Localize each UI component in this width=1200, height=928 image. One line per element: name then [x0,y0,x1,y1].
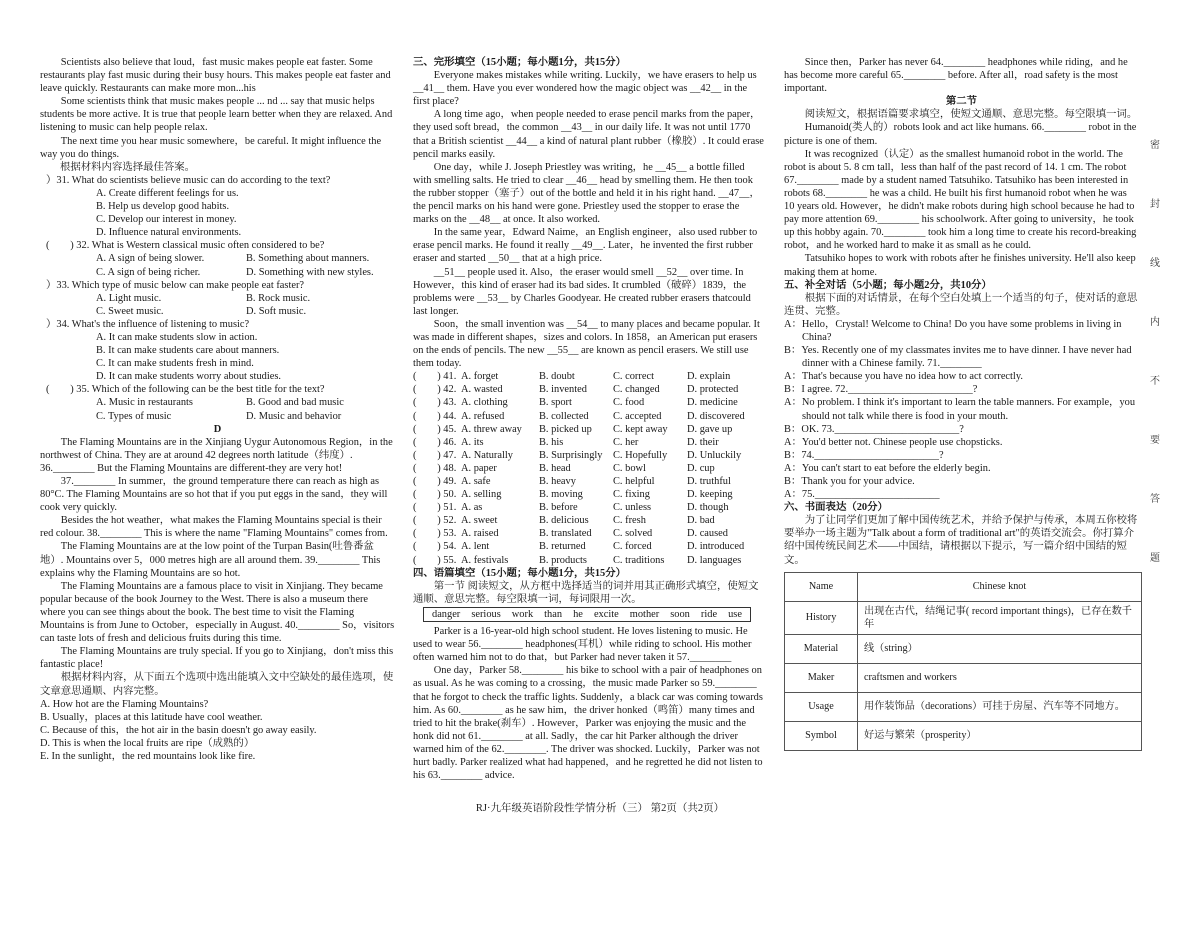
option: C. It can make students fresh in mind. [96,358,254,370]
question-stem: ）33. Which type of music below can make people eat faster? [46,279,305,291]
option-grid [40,396,395,422]
reading-d-passage [40,436,395,672]
dialog-line: A：No problem. I think it's important to learn the table manners. For example，you should not talk while there is food in your mouth. [784,397,1136,422]
paragraph: __51__ people used it. Also，the eraser would smell __52__ over time. In However，this kind of eraser had its bad sides. It crumbled（破碎）1839，the problems were __53__ by Charles Goodyear. He created rubber erasers thatcould last longer. [413,266,751,317]
cloze-option-row [413,554,765,567]
option: A. A sign of being slower. [96,253,205,265]
paragraph: The next time you hear music somewhere，be careful. It might influence the way you do things. [40,135,382,160]
option: D. Music and behavior [246,410,342,422]
table-key: Symbol [785,721,858,750]
paragraph: 37.________ In summer，the ground temperature there can reach as high as 80°C. The Flaming Mountains are so hot that if you put eggs in the sand，they will cook very quickly. [40,476,388,514]
cloze-option: D. introduced [687,541,745,553]
cloze-option: B. delicious [539,515,589,527]
dialog-line: B：OK. 73.________________________? [784,423,964,435]
cloze-option: C. bowl [613,462,646,474]
margin-mark: 线 [1150,258,1160,269]
cloze-option: C. Hopefully [613,449,668,461]
grammar-heading: 四、语篇填空（15小题；每小题1分，共15分） [413,567,627,579]
paragraph: It was recognized（认定）as the smallest humanoid robot in the world. The robot is about 5. 8 cm tall，less than half of the past record of 14. 1 cm. The robot 67.________ made by a student named Tatsuhiko. Tatsuhiko has been interested in robots 68.________ he was a child. He built his first humanoid robot when he was 10 years old. However，he didn't make robots during high school because he had to pay more attention 69.________ his schoolwork. After going to university，he took up this hobby again. 70.________ took him a long time to create his record-breaking robot，and he worked hard to make it as small as he could. [784,148,1137,252]
cloze-option: D. caused [687,528,728,540]
cloze-option: D. keeping [687,489,733,501]
paragraph: The Flaming Mountains are in the Xinjiang Uygur Autonomous Region，in the northwest of China. They are at around 42 degrees north latitude（纬度）. 36.________ But the Flaming Mountains are different-they are very hot! [40,436,393,474]
cloze-option: B. collected [539,410,589,422]
option: C. Types of music [96,410,172,422]
dialog-line: B：I agree. 72.________________________? [784,384,978,396]
margin-mark: 内 [1150,317,1160,328]
cloze-option: ( ) 42. [413,384,457,396]
cloze-option-row [413,370,765,383]
word-box-word: use [728,608,742,620]
word-box-word: excite [593,608,619,620]
chinese-knot-table [784,572,1142,751]
word-box-word: mother [629,608,660,620]
option: B. It can make students care about manners. [96,345,280,357]
cloze-option: A. Naturally [461,449,513,461]
dialog-instruction: 根据下面的对话情景，在每个空白处填上一个适当的句子，使对话的意思连贯、完整。 [784,292,1138,317]
cloze-option: B. moving [539,489,583,501]
cloze-option: D. medicine [687,397,738,409]
cloze-option-row [413,449,765,462]
margin-mark: 题 [1150,553,1160,564]
cloze-option: D. bad [687,515,715,527]
paragraph: Scientists also believe that loud，fast music makes people eat faster. Some restaurants play fast music during their busy hours. This makes people eat faster and leave quickly. Restaurants can make more mon...his [40,57,391,95]
word-box-word: work [511,608,534,620]
cloze-option: B. Surprisingly [539,449,603,461]
cloze-option-row [413,383,765,396]
dialog-line: A：75.________________________ [784,489,940,501]
table-row [785,572,1142,601]
table-row [785,634,1142,663]
cloze-option: ( ) 46. [413,436,457,448]
cloze-option: B. products [539,554,587,566]
word-box-word: than [544,608,563,620]
cloze-option: B. before [539,502,578,514]
margin-mark: 密 [1150,140,1160,151]
option: B. Help us develop good habits. [96,201,230,213]
cloze-option: B. his [539,436,564,448]
cloze-option: A. raised [461,528,499,540]
dialog-line: B：Yes. Recently one of my classmates invites me to have dinner. I have never had dinner with a Chinese family. 71.________ [784,345,1132,370]
cloze-option: D. their [687,436,719,448]
cloze-option: C. correct [613,371,654,383]
word-box-word: soon [670,608,690,620]
cloze-option: D. truthful [687,476,731,487]
grammar-instruction: 第一节 阅读短文，从方框中选择适当的词并用其正确形式填空，使短文通顺、意思完整。每空限填一词，每词限用一次。 [413,580,759,605]
table-row [785,601,1142,634]
cloze-option-row [413,540,765,553]
cloze-option: B. heavy [539,476,576,487]
cloze-option: ( ) 48. [413,462,457,474]
cloze-option: A. paper [461,462,497,474]
option-grid [40,252,395,278]
question-stem: ）31. What do scientists believe music can do according to the text? [46,174,331,186]
word-box-word: he [573,608,583,620]
cloze-option: A. threw away [461,423,522,435]
cloze-option: D. Unluckily [687,449,742,461]
table-key: Name [785,572,858,601]
table-value: craftsmen and workers [858,663,1142,692]
cloze-option: C. accepted [613,410,662,422]
cloze-option: C. her [613,436,639,448]
cloze-option: ( ) 52. [413,515,457,527]
cloze-option: ( ) 47. [413,449,457,461]
paragraph: One day，Parker 58.________ his bike to school with a pair of headphones on as usual. As he was coming to a crossing，the music made Parker so 59.________ that he forgot to check the traffic lights. Suddenly，a black car was coming towards him. As 60.________ as he saw him，the driver honked（鸣笛）many times and tried to hit the brake(刹车）. However，Parker was enjoying the music and the honk did not 61.________ at all. Sadly，the car hit Parker although the driver warned him of the 62.________. The driver was shocked. Luckily，Parker was not hurt badly. Parker realized what had happened，and he regretted he did not listen to his 63.________ advice. [413,665,763,782]
writing-instruction: 为了让同学们更加了解中国传统艺术，并给予保护与传承，本周五你校将要举办一场主题为"Talk about a form of traditional art"的英语交流会。你打算介绍中国传统民间艺术——中国结，请根据以下提示，写一篇介绍中国结的短文。 [784,515,1138,566]
option: D. Soft music. [246,305,307,317]
cloze-option-row [413,423,765,436]
cloze-option: C. traditions [613,554,665,566]
option: C. Develop our interest in money. [96,214,237,226]
word-box-word: ride [700,608,718,620]
dialog-line: A：Hello，Crystal! Welcome to China! Do you have some problems in living in China? [784,318,1122,343]
cloze-option: ( ) 41. [413,371,457,383]
cloze-option: B. head [539,462,571,474]
cloze-option: B. invented [539,384,587,396]
reading-c-tail [40,56,395,161]
option: A. Create different feelings for us. [96,187,239,199]
cloze-option-row [413,501,765,514]
table-row [785,692,1142,721]
margin-mark: 封 [1150,199,1160,210]
paragraph: The Flaming Mountains are at the low point of the Turpan Basin(吐鲁番盆地）. Mountains over 5，000 metres high are all around them. 39.________ This explains why the Flaming Mountains are so hot. [40,541,381,579]
dialog-line: A：That's because you have no idea how to act correctly. [784,371,1023,383]
cloze-option: A. its [461,436,484,448]
cloze-option: A. lent [461,541,490,553]
option: C. A sign of being richer. [96,266,201,278]
option: D. This is when the local fruits are ripe（成熟的） [40,737,255,749]
paragraph: One day，while J. Joseph Priestley was writing，he __45__ a bottle filled with smelling salts. He tried to clear __46__ head by smelling them. He then took the rubber stopper（塞子）out of the bottle and held it in his right hand. __47__，the pencil marks on his hand were gone. Priestley used the stopper to erase the marks on the __48__ at once. It also worked. [413,161,760,226]
cloze-option: C. fixing [613,489,650,501]
cloze-option: ( ) 43. [413,397,457,409]
column-middle [413,56,765,782]
table-value: 好运与繁荣（prosperity） [858,721,1142,750]
table-key: History [785,601,858,634]
word-box [423,607,751,622]
cloze-option: A. selling [461,489,502,501]
cloze-option: B. translated [539,528,592,540]
reading-c-instruction: 根据材料内容选择最佳答案。 [60,161,196,173]
dialog-line: B：Thank you for your advice. [784,476,915,487]
option: C. Because of this，the hot air in the basin doesn't go away easily. [40,724,317,736]
reading-d-instruction: 根据材料内容，从下面五个选项中选出能填入文中空缺处的最佳选项，使文章意思通顺、内容完整。 [40,672,394,697]
cloze-option: C. food [613,397,645,409]
option: A. How hot are the Flaming Mountains? [40,698,209,710]
option: E. In the sunlight，the red mountains look like fire. [40,750,256,762]
cloze-option: D. discovered [687,410,745,422]
paragraph: In the same year，Edward Naime，an English engineer，also used rubber to erase pencil marks. He found it really __49__. Later，he invented the first rubber eraser and started __50__ that at a high price. [413,227,758,265]
table-value: 线（string） [858,634,1142,663]
cloze-option: C. changed [613,384,660,396]
column-right [784,56,1139,751]
cloze-option-row [413,514,765,527]
table-key: Material [785,634,858,663]
cloze-option: ( ) 53. [413,528,457,540]
cloze-option: ( ) 44. [413,410,457,422]
paragraph: The Flaming Mountains are truly special. If you go to Xinjiang，don't miss this fantastic place! [40,646,394,671]
question-stem: ( ) 32. What is Western classical music often considered to be? [46,240,325,252]
cloze-option: A. wasted [461,384,503,396]
table-value: 出现在古代，结绳记事( record important things)，已存在数千年 [858,601,1142,634]
cloze-option: D. cup [687,462,715,474]
paragraph: A long time ago，when people needed to erase pencil marks from the paper，they used soft bread，the common __43__ in our daily life. It was not until 1770 that a British scientist __44__ a kind of natural plant rubber（橡胶）. It could erase pencil marks easily. [413,109,764,160]
cloze-option-row [413,462,765,475]
option: A. Light music. [96,292,162,304]
cloze-option: ( ) 54. [413,541,457,553]
dialog-line: B：74.________________________? [784,449,944,461]
grammar-passage [413,625,765,782]
reading-d-options [40,698,395,763]
section2-heading: 第二节 [945,96,978,108]
cloze-option-row [413,475,765,488]
cloze-option: A. refused [461,410,505,422]
cloze-heading: 三、完形填空（15小题；每小题1分，共15分） [413,57,627,68]
option: B. Something about manners. [246,253,370,265]
paragraph: Everyone makes mistakes while writing. Luckily，we have erasers to help us __41__ them. Have you ever wondered how the magic object was __42__ in the first place? [413,70,757,108]
table-value: 用作装饰品（decorations）可挂于房屋、汽车等不同地方。 [858,692,1142,721]
dialog-line: A：You'd better not. Chinese people use chopsticks. [784,436,1003,448]
dialog [784,318,1139,501]
table-value: Chinese knot [858,572,1142,601]
cloze-option: A. festivals [461,554,509,566]
dialog-line: A：You can't start to eat before the elderly begin. [784,462,991,474]
cloze-option-row [413,396,765,409]
word-box-word: danger [432,608,461,620]
cloze-option: D. though [687,502,729,514]
table-key: Usage [785,692,858,721]
cloze-option: B. picked up [539,423,592,435]
paragraph: Some scientists think that music makes people ... nd ... say that music helps students be more active. It is true that people learn better when they are relaxed. And listening to music can help people relax. [40,96,393,134]
cloze-option: C. unless [613,502,652,514]
dialog-heading: 五、补全对话（5小题；每小题2分，共10分） [784,279,992,291]
cloze-option-row [413,410,765,423]
cloze-options [413,370,765,566]
option: A. It can make students slow in action. [96,331,258,343]
page-footer: RJ·九年级英语阶段性学情分析（三） 第2页（共2页） [475,803,725,814]
cloze-option: B. sport [539,397,572,409]
cloze-option: ( ) 49. [413,476,457,487]
paragraph: Tatsuhiko hopes to work with robots after he finishes university. He'll also keep making them at home. [784,253,1136,278]
binding-margin-marks [1150,140,1162,612]
paragraph: Besides the hot weather，what makes the Flaming Mountains special is their red colour. 38.________ This is where the name "Flaming Mountains" comes from. [40,515,388,540]
cloze-option: ( ) 45. [413,423,457,435]
paragraph: The Flaming Mountains are a famous place to visit in Xinjiang. They became popular because of the book Journey to the West. There is also a museum there where you can see things about the book. The best time to visit the Flaming Mountains is from June to October，especially in August. 40.________ So，visitors can taste lots of fresh and delicious fruits during this time. [40,580,395,645]
cloze-option: D. explain [687,371,731,383]
cloze-option: C. helpful [613,476,655,487]
cloze-option: A. safe [461,476,491,487]
paragraph: Soon，the small invention was __54__ to many places and became popular. It was made in different shapes，sizes and colors. In 1858，an American put erasers on the ends of pencils. The new __55__ are known as pencil erasers. We still use them today. [413,318,760,370]
cloze-option: ( ) 50. [413,489,457,501]
cloze-option: A. forget [461,371,499,383]
question-stem: ）34. What's the influence of listening to music? [46,318,250,330]
cloze-option: ( ) 55. [413,554,457,566]
cloze-option: B. doubt [539,371,575,383]
table-key: Maker [785,663,858,692]
option: B. Good and bad music [246,397,344,409]
cloze-option: A. clothing [461,397,508,409]
option: D. It can make students worry about studies. [96,371,281,383]
cloze-option-row [413,488,765,501]
cloze-option: C. fresh [613,515,646,527]
grammar-tail: Since then，Parker has never 64.________ headphones while riding，and he has become more careful 65.________ before. After all，road safety is the most important. [784,57,1128,95]
writing-heading: 六、书面表达（20分） [784,502,888,514]
cloze-option: B. returned [539,541,586,553]
section2-passage [784,121,1139,278]
cloze-passage [413,69,765,370]
option: D. Influence natural environments. [96,227,242,239]
margin-mark: 答 [1150,494,1160,505]
cloze-option: C. forced [613,541,652,553]
cloze-option: A. sweet [461,515,498,527]
column-left [40,56,395,763]
cloze-option: D. gave up [687,423,733,435]
word-box-word: serious [471,608,501,620]
question-stem: ( ) 35. Which of the following can be the best title for the text? [46,384,325,396]
cloze-option: A. as [461,502,483,514]
reading-c-questions [40,174,395,423]
option-grid [40,292,395,318]
table-row [785,721,1142,750]
margin-mark: 要 [1150,435,1160,446]
cloze-option: D. languages [687,554,742,566]
margin-mark: 不 [1150,376,1160,387]
reading-d-label: D [213,423,222,435]
paragraph: Parker is a 16-year-old high school student. He loves listening to music. He used to wear 56.________ headphones(耳机）while riding to school. His mother often warned him not to do that，but Parker had never taken it 57.________ [413,626,752,664]
option: C. Sweet music. [96,305,164,317]
table-row [785,663,1142,692]
paragraph: Humanoid(类人的）robots look and act like humans. 66.________ robot in the picture is one of them. [784,122,1137,147]
cloze-option-row [413,527,765,540]
cloze-option-row [413,436,765,449]
cloze-option: C. solved [613,528,653,540]
option: B. Rock music. [246,292,311,304]
cloze-option: ( ) 51. [413,502,457,514]
cloze-option: D. protected [687,384,739,396]
option: D. Something with new styles. [246,266,374,278]
cloze-option: C. kept away [613,423,668,435]
option: B. Usually，places at this latitude have cool weather. [40,711,263,723]
section2-instruction: 阅读短文，根据语篇要求填空，使短文通顺、意思完整。每空限填一词。 [804,109,1138,121]
option: A. Music in restaurants [96,397,193,409]
